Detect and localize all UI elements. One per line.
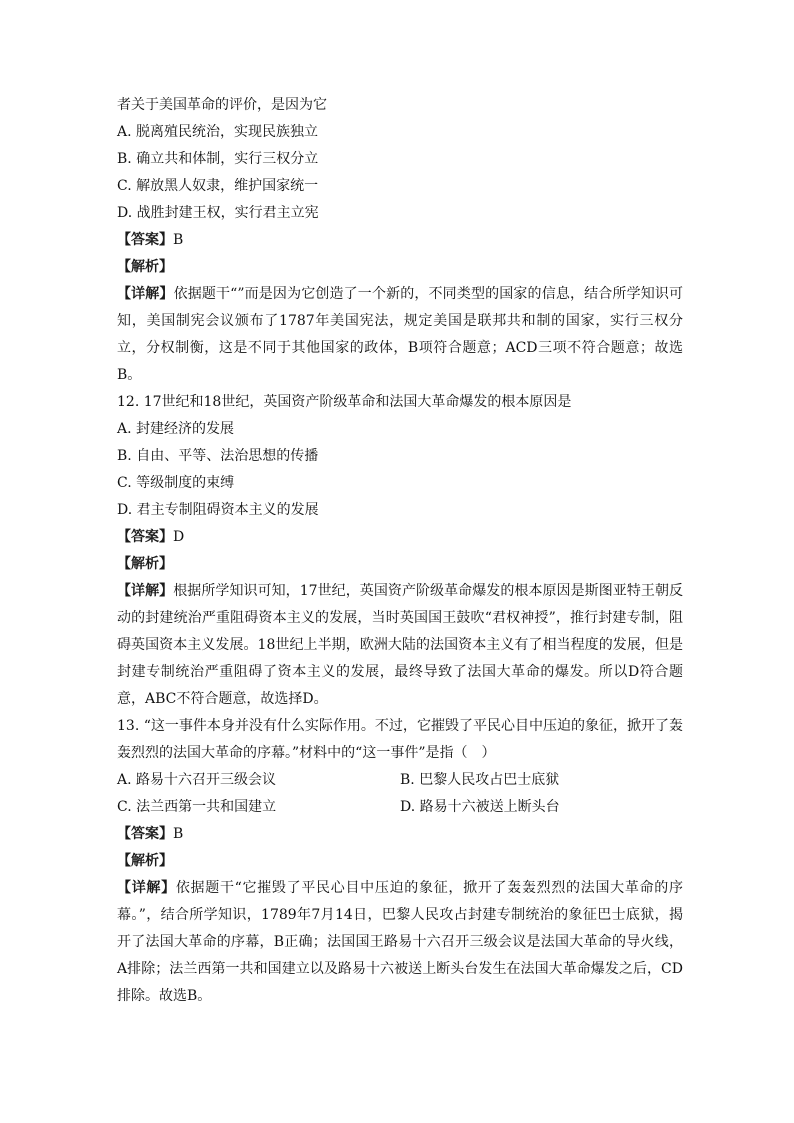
q12-analysis (117, 551, 683, 578)
q13-option-b: B. 巴黎人民攻占巴士底狱 (400, 772, 560, 788)
q13-option-a: A. 路易十六召开三级会议 (117, 772, 277, 788)
detail-text: 依据题干“它摧毁了平民心目中压迫的象征，掀开了轰轰烈烈的法国大革命的序幕。”，结合所学知识，1789年7月14日，巴黎人民攻占封建专制统治的象征巴士底狱，揭开了法国大革命的序幕，B正确；法国国王路易十六召开三级会议是法国大革命的导火线，A排除；法兰西第一共和国建立以及路易十六被送上断头台发生在法国大革命爆发之后，CD排除。故选B。 (117, 880, 684, 1004)
detail-tag: 【详解】 (117, 286, 174, 302)
q13-detail (117, 875, 683, 1010)
analysis-tag: 【解析】 (117, 556, 173, 572)
q13-stem: 13. “这一事件本身并没有什么实际作用。不过，它摧毁了平民心目中压迫的象征，掀开了轰轰烈烈的法国大革命的序幕。”材料中的“这一事件”是指（ ） (117, 718, 683, 761)
q11-detail (117, 281, 683, 389)
q12-option-a: A. 封建经济的发展 (117, 421, 235, 437)
analysis-tag: 【解析】 (117, 259, 173, 275)
q11-option-b: B. 确立共和体制，实行三权分立 (117, 151, 319, 167)
detail-text: 根据所学知识可知，17世纪，英国资产阶级革命爆发的根本原因是斯图亚特王朝反动的封建统治严重阻碍资本主义的发展，当时英国国王鼓吹“君权神授”，推行封建专制，阻碍英国资本主义发展。18世纪上半期，欧洲大陆的法国资本主义有了相当程度的发展，但是封建专制统治严重阻碍了资本主义的发展，最终导致了法国大革命的爆发。所以D符合题意，ABC不符合题意，故选择D。 (117, 583, 684, 707)
answer-tag: 【答案】 (117, 826, 173, 842)
q12-answer (117, 524, 683, 551)
q13-option-c: C. 法兰西第一共和国建立 (117, 799, 277, 815)
document-content (117, 92, 683, 1010)
q13-analysis (117, 848, 683, 875)
q13-options-row-1 (117, 767, 683, 794)
detail-text: 依据题干“”而是因为它创造了一个新的，不同类型的国家的信息，结合所学知识可知，美国制宪会议颁布了1787年美国宪法，规定美国是联邦共和制的国家，实行三权分立，分权制衡，这是不同于其他国家的政体，B项符合题意；ACD三项不符合题意；故选B。 (117, 286, 684, 383)
answer-tag: 【答案】 (117, 529, 173, 545)
answer-value: B (173, 826, 184, 842)
q12-detail (117, 578, 683, 713)
q13-options-row-2 (117, 794, 683, 821)
q11-analysis (117, 254, 683, 281)
q11-option-a: A. 脱离殖民统治，实现民族独立 (117, 124, 319, 140)
q13-answer (117, 821, 683, 848)
q12-option-b: B. 自由、平等、法治思想的传播 (117, 448, 319, 464)
q11-stem-tail: 者关于美国革命的评价，是因为它 (117, 97, 327, 113)
detail-tag: 【详解】 (117, 880, 176, 896)
q12-option-c: C. 等级制度的束缚 (117, 475, 235, 491)
q13-option-d: D. 路易十六被送上断头台 (400, 799, 560, 815)
analysis-tag: 【解析】 (117, 853, 173, 869)
detail-tag: 【详解】 (117, 583, 174, 599)
q11-option-c: C. 解放黑人奴隶，维护国家统一 (117, 178, 319, 194)
q12-option-d: D. 君主专制阻碍资本主义的发展 (117, 502, 319, 518)
q11-answer (117, 227, 683, 254)
q12-stem: 12. 17世纪和18世纪，英国资产阶级革命和法国大革命爆发的根本原因是 (117, 394, 572, 410)
answer-tag: 【答案】 (117, 232, 173, 248)
q11-option-d: D. 战胜封建王权，实行君主立宪 (117, 205, 319, 221)
answer-value: B (173, 232, 184, 248)
answer-value: D (173, 529, 185, 545)
